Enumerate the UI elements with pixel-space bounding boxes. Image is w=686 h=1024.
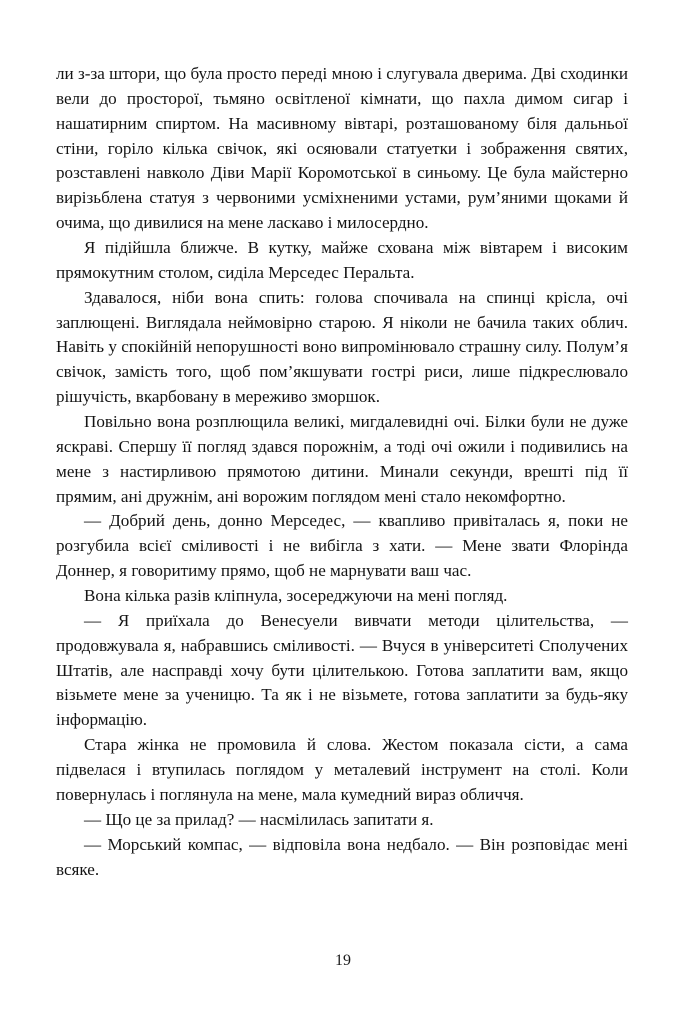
paragraph: — Я приїхала до Венесуели вивчати методи цілительства, — продовжувала я, набравшись сміливості. — Вчуся в університеті Сполучених Штатів, але насправді хочу бути цілителькою. Готова заплатити вам, якщо візьмете мене за ученицю. Та як і не візьмете, готова заплатити за будь-яку інформацію. <box>56 610 628 730</box>
paragraph: — Морський компас, — відповіла вона недбало. — Він розповідає мені всяке. <box>56 834 628 879</box>
paragraph: Здавалося, ніби вона спить: голова спочивала на спинці крісла, очі заплющені. Виглядала неймовірно старою. Я ніколи не бачила таких облич. Навіть у спокійній непорушності воно випромінювало страшну силу. Полум’я свічок, замість того, щоб пом’якшувати гострі риси, лише підкреслювало рішучість, вкарбовану в мереживо зморшок. <box>56 287 628 407</box>
paragraph: — Добрий день, донно Мерседес, — квапливо привіталась я, поки не розгубила всієї сміливості і не вибігла з хати. — Мене звати Флорінда Доннер, я говоритиму прямо, щоб не марнувати ваш час. <box>56 511 628 581</box>
paragraph: Вона кілька разів кліпнула, зосереджуючи на мені погляд. <box>84 586 508 606</box>
paragraph: Я підійшла ближче. В кутку, майже схована між вівтарем і високим прямокутним столом, сиділа Мерседес Перальта. <box>56 238 628 282</box>
paragraph: Повільно вона розплющила великі, мигдалевидні очі. Білки були не дуже яскраві. Спершу її погляд здався порожнім, а тоді очі ожили і подивились на мене з настирливою прямотою дитини. Минали секунди, врешті під її прямим, ані дружнім, ані ворожим поглядом мені стало некомфортно. <box>56 412 628 506</box>
page-number: 19 <box>335 952 351 969</box>
paragraph: ли з-за штори, що була просто переді мною і слугувала дверима. Дві сходинки вели до просторої, тьмяно освітленої кімнати, що пахла димом сигар і нашатирним спиртом. На масивному вівтарі, розташованому біля дальньої стіни, горіло кілька свічок, які осяювали статуетки і зображення святих, розставлені навколо Діви Марії Коромотської в синьому. Це була майстерно вирізьблена статуя з червоними усміхненими устами, рум’яними щоками й очима, що дивилися на мене ласкаво і милосердно. <box>56 64 628 233</box>
page-body-text <box>56 62 628 882</box>
paragraph: Стара жінка не промовила й слова. Жестом показала сісти, а сама підвелася і втупилась поглядом у металевий інструмент на столі. Коли повернулась і поглянула на мене, мала кумедний вираз обличчя. <box>56 735 628 804</box>
paragraph: — Що це за прилад? — насмілилась запитати я. <box>84 809 434 829</box>
